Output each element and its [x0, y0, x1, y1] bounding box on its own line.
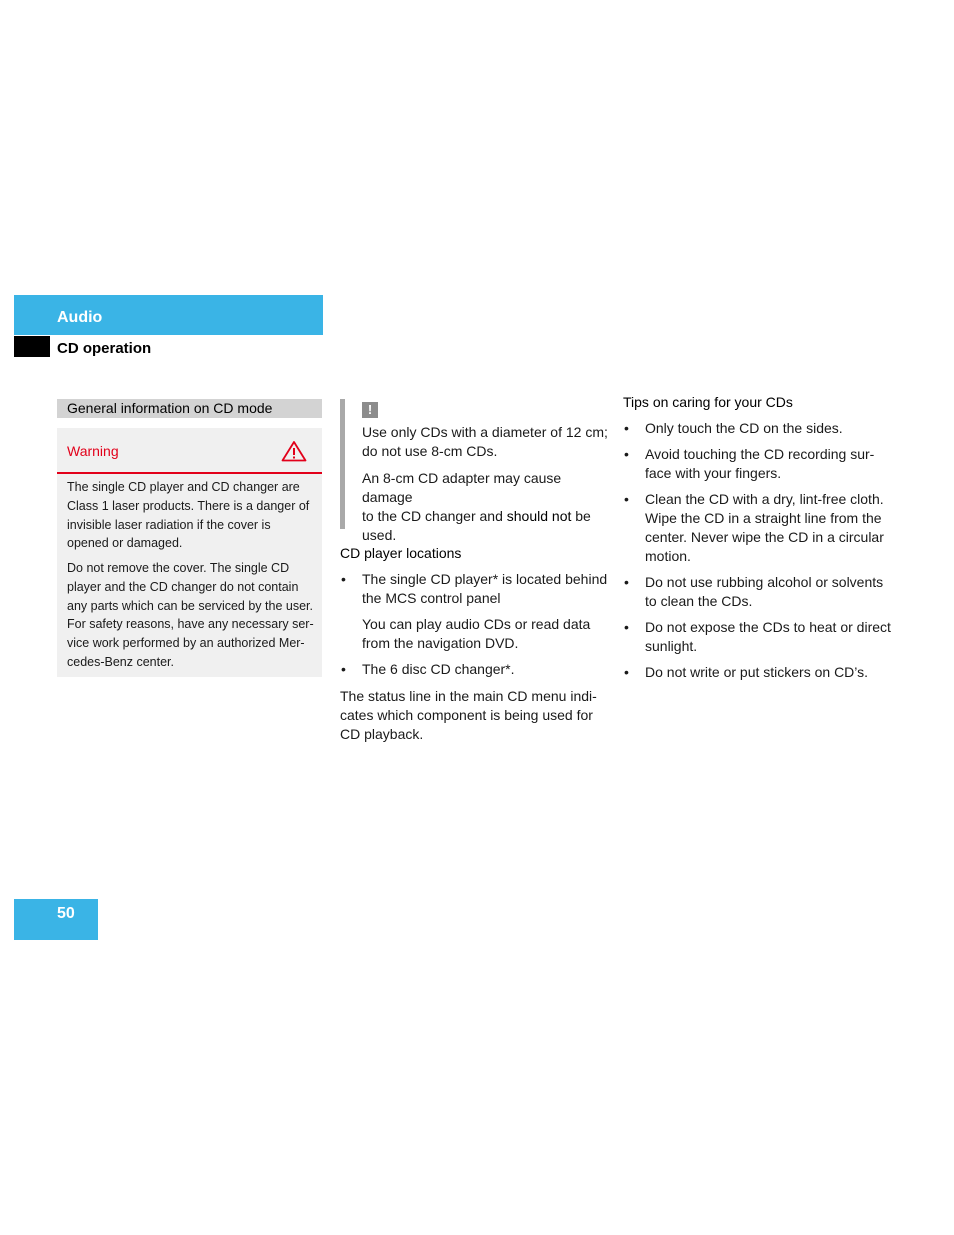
bullet-dot: •: [624, 446, 629, 462]
text-line: The single CD player and CD changer are: [67, 480, 300, 494]
text-line: sunlight.: [645, 638, 698, 654]
warning-divider: [57, 472, 322, 474]
page-number: 50: [57, 905, 75, 922]
tip-item-5: [645, 618, 905, 656]
bullet-dot: •: [624, 491, 629, 507]
text-line: be: [571, 508, 591, 524]
text-line: vice work performed by an authorized Mer-: [67, 636, 305, 651]
subsection-title: CD operation: [57, 340, 152, 357]
emphasis-text: should not: [506, 508, 572, 524]
text-line: You can play audio CDs or read data: [362, 616, 591, 632]
warning-label: Warning: [67, 443, 119, 459]
note-paragraph-1: [362, 423, 612, 461]
text-line: to clean the CDs.: [645, 593, 753, 609]
page-number-box: [14, 899, 98, 940]
text-line: Do not expose the CDs to heat or direct: [645, 619, 891, 635]
text-line: invisible laser radiation if the cover is: [67, 517, 271, 532]
text-line: Avoid touching the CD recording sur-: [645, 446, 875, 462]
text-line: An 8-cm CD adapter may cause damage: [362, 470, 562, 505]
text-line: The status line in the main CD menu indi-: [340, 688, 597, 704]
subsection-marker: [14, 336, 50, 357]
tip-item-1: [645, 419, 905, 438]
tip-item-2: [645, 445, 905, 483]
text-line: any parts which can be serviced by the user.: [67, 598, 313, 613]
exclamation-icon: !: [362, 402, 378, 418]
text-line: The 6 disc CD changer*.: [362, 661, 515, 677]
text-line: Clean the CD with a dry, lint-free cloth.: [645, 491, 884, 507]
status-line-paragraph: [340, 687, 610, 744]
cd-player-locations-heading: CD player locations: [340, 545, 462, 561]
text-line: Do not remove the cover. The single CD: [67, 561, 290, 575]
general-info-heading: General information on CD mode: [67, 400, 273, 416]
location-bullet-1: [362, 570, 612, 608]
warning-paragraph-2: [67, 559, 317, 672]
text-line: face with your fingers.: [645, 465, 782, 481]
text-line: the MCS control panel: [362, 590, 501, 606]
tips-heading: Tips on caring for your CDs: [623, 394, 793, 410]
text-line: from the navigation DVD.: [362, 635, 519, 651]
section-title: Audio: [57, 309, 103, 326]
text-line: to the CD changer and: [362, 508, 507, 524]
bullet-dot: •: [624, 574, 629, 590]
text-line: Only touch the CD on the sides.: [645, 420, 843, 436]
text-line: For safety reasons, have any necessary ser-: [67, 617, 314, 632]
tip-item-6: [645, 663, 905, 682]
text-line: Class 1 laser products. There is a danger of: [67, 498, 310, 513]
bullet-dot: •: [624, 664, 629, 680]
tip-item-3: [645, 490, 905, 566]
text-line: used.: [362, 527, 397, 543]
text-line: cedes-Benz center.: [67, 654, 175, 669]
text-line: opened or damaged.: [67, 536, 183, 551]
text-line: CD playback.: [340, 726, 424, 742]
warning-paragraph-1: [67, 478, 317, 553]
text-line: player and the CD changer do not contain: [67, 579, 299, 594]
text-line: The single CD player* is located behind: [362, 571, 608, 587]
note-side-rule: [340, 399, 345, 529]
text-line: center. Never wipe the CD in a circular: [645, 529, 884, 545]
text-line: Use only CDs with a diameter of 12 cm;: [362, 424, 608, 440]
note-paragraph-2: [362, 469, 612, 545]
text-line: motion.: [645, 548, 691, 564]
bullet-dot: •: [341, 661, 346, 677]
location-bullet-1-detail: [362, 615, 612, 653]
text-line: do not use 8-cm CDs.: [362, 443, 498, 459]
bullet-dot: •: [624, 619, 629, 635]
location-bullet-2: [362, 660, 612, 679]
text-line: cates which component is being used for: [340, 707, 593, 723]
bullet-dot: •: [624, 420, 629, 436]
warning-triangle-icon: [281, 440, 307, 462]
bullet-dot: •: [341, 571, 346, 587]
text-line: Wipe the CD in a straight line from the: [645, 510, 882, 526]
text-line: Do not use rubbing alcohol or solvents: [645, 574, 884, 590]
tip-item-4: [645, 573, 905, 611]
text-line: Do not write or put stickers on CD’s.: [645, 664, 869, 680]
